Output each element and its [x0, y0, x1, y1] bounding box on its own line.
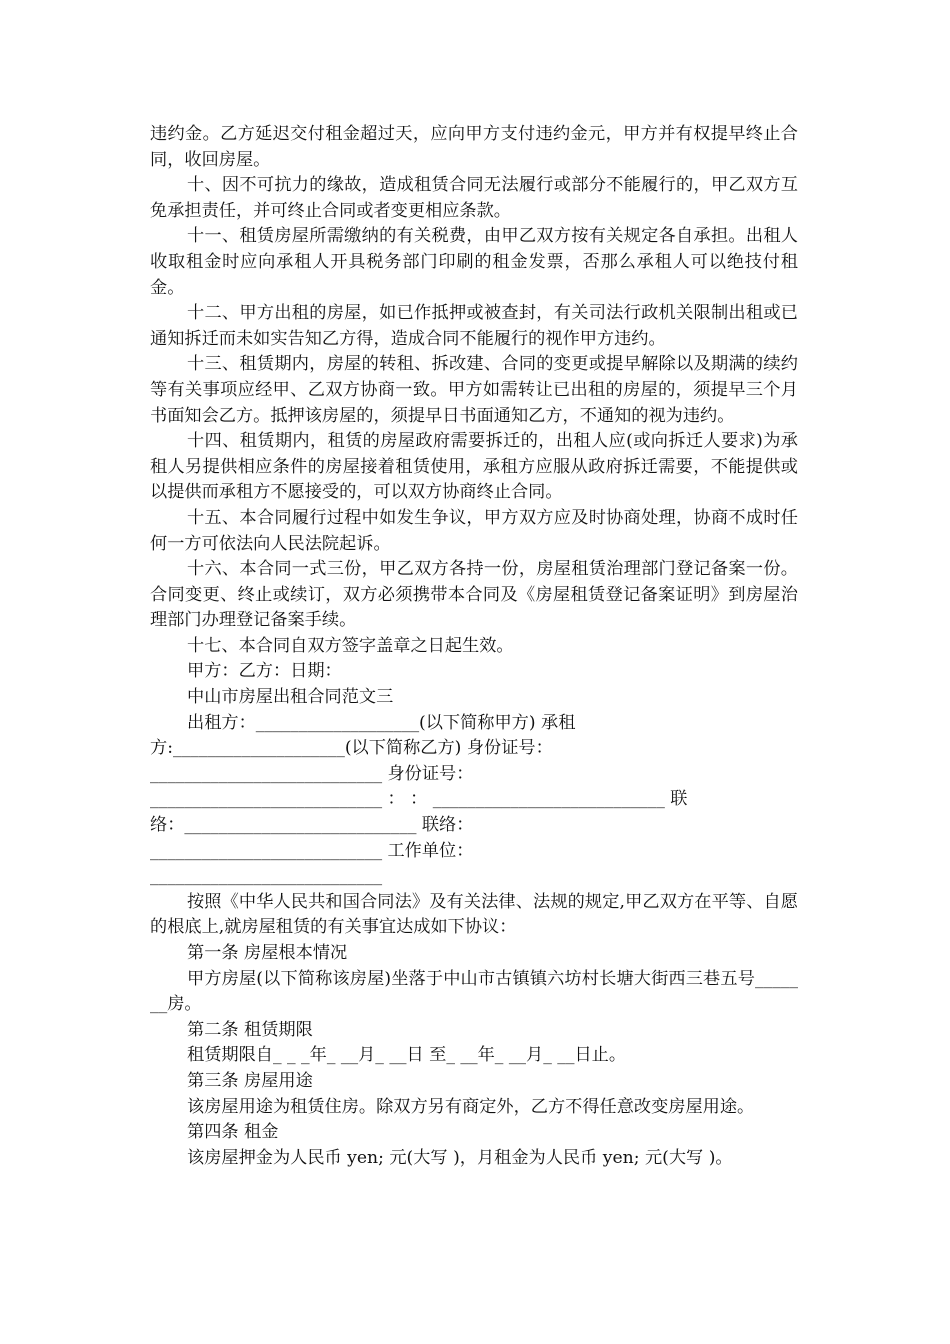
section-title: 中山市房屋出租合同范文三 — [187, 687, 394, 708]
agreement-preamble: 按照《中华人民共和国合同法》及有关法律、法规的规定,甲乙双方在平等、自愿的根底上,就房屋租赁的有关事宜达成如下协议： — [150, 891, 798, 938]
article-1-body: 甲方房屋(以下简称该房屋)坐落于中山市古镇镇六坊村长塘大街西三巷五号_______房。 — [150, 968, 798, 1015]
form-line-blanks: ___________________________ ： ： ___________________________ 联 — [150, 789, 688, 810]
form-line-id-number: ___________________________ 身份证号： — [150, 763, 474, 784]
form-line-employer: ___________________________ 工作单位： — [150, 840, 474, 861]
clause-11: 十一、租赁房屋所需缴纳的有关税费，由甲乙双方按有关规定各自承担。出租人收取租金时应向承租人开具税务部门印刷的租金发票，否那么承租人可以绝技付租金。 — [150, 226, 798, 298]
contract-clauses — [150, 122, 798, 711]
form-line-blank: ___________________________ — [150, 866, 383, 887]
article-2-body: 租赁期限自_ _ _年_ __月_ __日 至_ __年_ __月_ __日止。 — [187, 1045, 627, 1066]
clause-14: 十四、租赁期内，租赁的房屋政府需要拆迁的，出租人应(或向拆迁人要求)为承租人另提供相应条件的房屋接着租赁使用，承租方应服从政府拆迁需要，不能提供或以提供而承租方不愿接受的，可以双方协商终止合同。 — [150, 431, 798, 503]
article-2-heading: 第二条 租赁期限 — [187, 1019, 313, 1040]
article-3-body: 该房屋用途为租赁住房。除双方另有商定外，乙方不得任意改变房屋用途。 — [187, 1096, 755, 1117]
article-1-heading: 第一条 房屋根本情况 — [187, 943, 348, 963]
agreement-articles — [150, 890, 798, 1172]
clause-10: 十、因不可抗力的缘故，造成租赁合同无法履行或部分不能履行的，甲乙双方互免承担责任，并可终止合同或者变更相应条款。 — [150, 175, 798, 221]
article-3-heading: 第三条 房屋用途 — [187, 1070, 313, 1091]
clause-12: 十二、甲方出租的房屋，如已作抵押或被查封，有关司法行政机关限制出租或已通知拆迁而未如实告知乙方得，造成合同不能履行的视作甲方违约。 — [150, 303, 798, 349]
clause-15: 十五、本合同履行过程中如发生争议，甲方双方应及时协商处理，协商不成时任何一方可依法向人民法院起诉。 — [150, 507, 798, 554]
form-line-lessee: 方:____________________(以下简称乙方) 身份证号： — [150, 738, 553, 759]
form-line-contact: 络：___________________________ 联络： — [150, 815, 474, 836]
form-line-lessor: 出租方：___________________(以下简称甲方) 承租 — [187, 712, 576, 733]
article-4-body: 该房屋押金为人民币 yen; 元(大写 )，月租金为人民币 yen; 元(大写 )。 — [187, 1147, 733, 1168]
clause-13: 十三、租赁期内，房屋的转租、拆改建、合同的变更或提早解除以及期满的续约等有关事项应经甲、乙双方协商一致。甲方如需转让已出租的房屋的，须提早三个月书面知会乙方。抵押该房屋的，须提早日书面通知乙方，不通知的视为违约。 — [150, 354, 798, 426]
party-info-form — [150, 711, 798, 890]
article-4-heading: 第四条 租金 — [187, 1122, 279, 1143]
clause-penalty: 违约金。乙方延迟交付租金超过天，应向甲方支付违约金元，甲方并有权提早终止合同，收回房屋。 — [150, 124, 798, 170]
signature-line: 甲方：乙方：日期： — [187, 661, 342, 682]
clause-17: 十七、本合同自双方签字盖章之日起生效。 — [187, 635, 514, 656]
clause-16: 十六、本合同一式三份，甲乙双方各持一份，房屋租赁治理部门登记备案一份。合同变更、终止或续订，双方必须携带本合同及《房屋租赁登记备案证明》到房屋治理部门办理登记备案手续。 — [150, 559, 798, 631]
